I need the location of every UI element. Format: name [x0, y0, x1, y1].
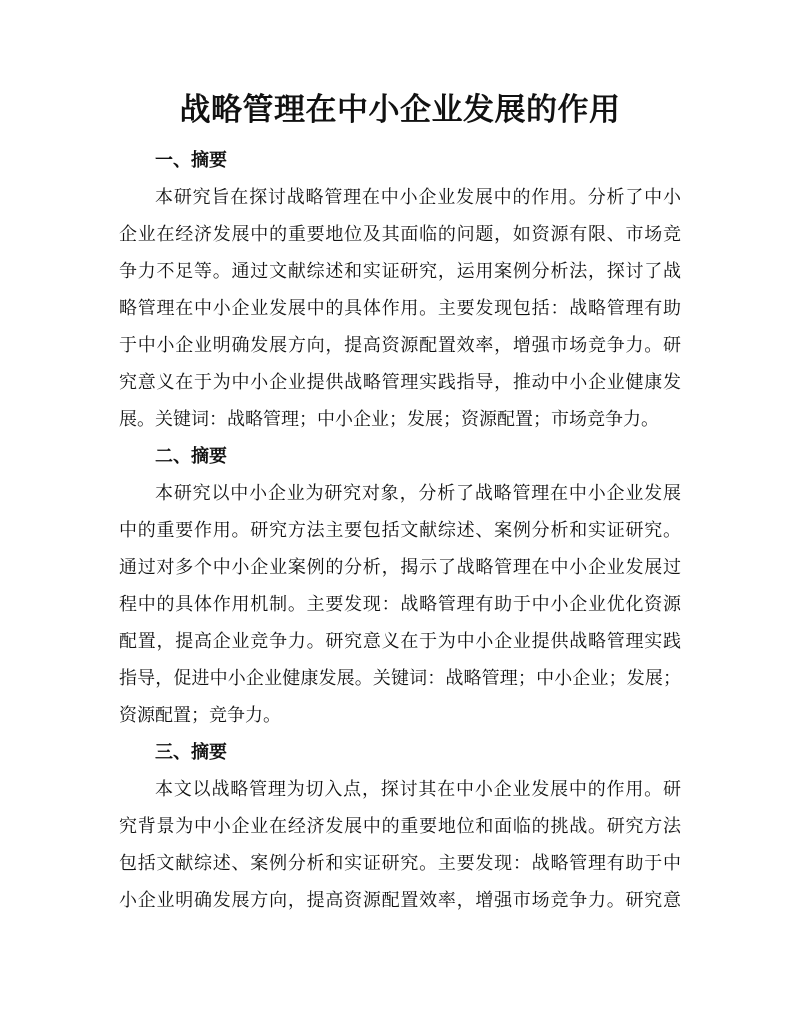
paragraph-line: 本文以战略管理为切入点，探讨其在中小企业发展中的作用。研: [155, 779, 681, 800]
paragraph-line: 程中的具体作用机制。主要发现：战略管理有助于中小企业优化资源: [119, 594, 681, 615]
document-title: 战略管理在中小企业发展的作用: [179, 92, 621, 128]
paragraph-line: 展。关键词：战略管理；中小企业；发展；资源配置；市场竞争力。: [119, 409, 659, 430]
paragraph-line: 配置，提高企业竞争力。研究意义在于为中小企业提供战略管理实践: [119, 631, 681, 652]
paragraph-line: 于中小企业明确发展方向，提高资源配置效率，增强市场竞争力。研: [119, 335, 681, 356]
section-1: [119, 142, 681, 438]
paragraph-line: 企业在经济发展中的重要地位及其面临的问题，如资源有限、市场竞: [119, 224, 681, 245]
paragraph-line: 包括文献综述、案例分析和实证研究。主要发现：战略管理有助于中: [119, 853, 681, 874]
section-heading: 三、摘要: [155, 742, 227, 763]
paragraph-line: 本研究旨在探讨战略管理在中小企业发展中的作用。分析了中小: [155, 187, 681, 208]
paragraph-line: 指导，促进中小企业健康发展。关键词：战略管理；中小企业；发展；: [119, 668, 681, 689]
paragraph-line: 略管理在中小企业发展中的具体作用。主要发现包括：战略管理有助: [119, 298, 681, 319]
paragraph-line: 究意义在于为中小企业提供战略管理实践指导，推动中小企业健康发: [119, 372, 681, 393]
paragraph-line: 究背景为中小企业在经济发展中的重要地位和面临的挑战。研究方法: [119, 816, 681, 837]
section-heading: 二、摘要: [155, 446, 227, 467]
section-3: [119, 734, 681, 919]
section-paragraph: [119, 771, 681, 919]
section-paragraph: [119, 475, 681, 734]
paragraph-line: 本研究以中小企业为研究对象，分析了战略管理在中小企业发展: [155, 483, 681, 504]
document-body: [119, 142, 681, 919]
paragraph-line: 通过对多个中小企业案例的分析，揭示了战略管理在中小企业发展过: [119, 557, 681, 578]
paragraph-line: 争力不足等。通过文献综述和实证研究，运用案例分析法，探讨了战: [119, 261, 681, 282]
section-paragraph: [119, 179, 681, 438]
section-2: [119, 438, 681, 734]
paragraph-line: 资源配置；竞争力。: [119, 705, 281, 726]
paragraph-line: 中的重要作用。研究方法主要包括文献综述、案例分析和实证研究。: [119, 520, 681, 541]
paragraph-line: 小企业明确发展方向，提高资源配置效率，增强市场竞争力。研究意: [119, 890, 681, 911]
section-heading: 一、摘要: [155, 150, 227, 171]
